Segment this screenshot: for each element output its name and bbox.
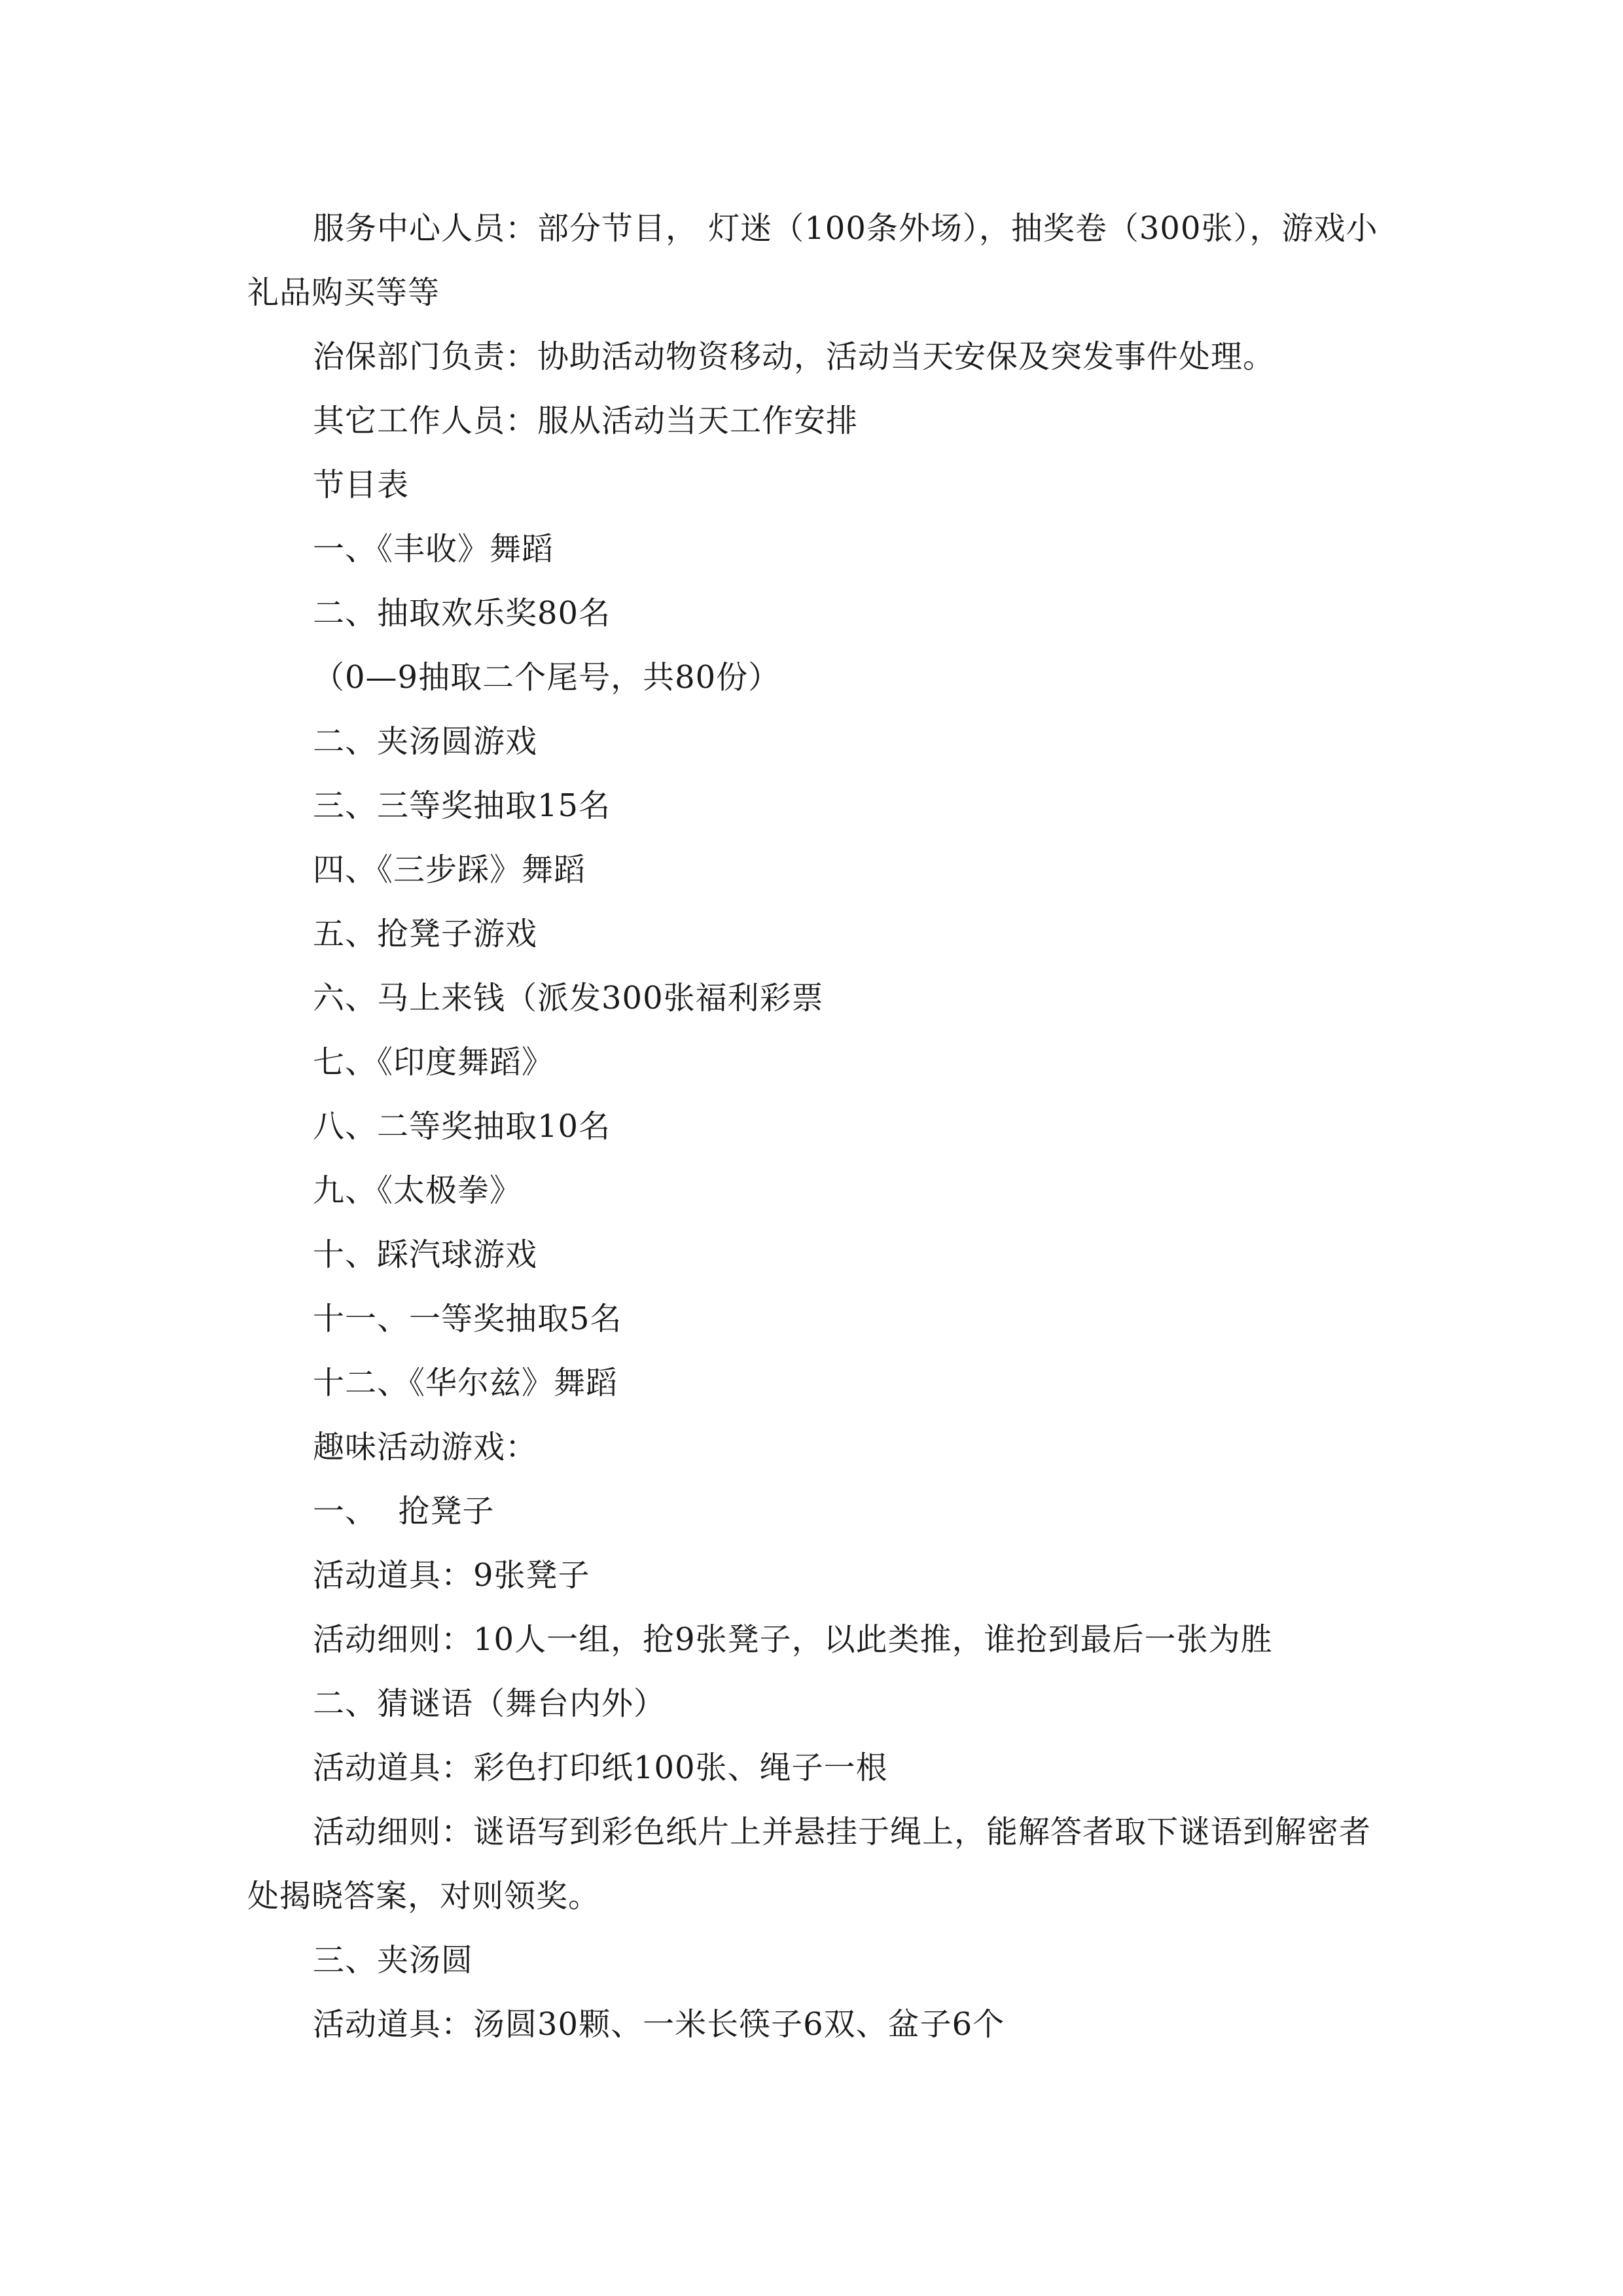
program-item: 二、夹汤圆游戏 [313, 723, 538, 760]
document-body [247, 196, 1386, 2056]
program-item: 十二、《华尔兹》舞蹈 [313, 1365, 618, 1401]
paragraph-security-dept: 治保部门负责：协助活动物资移动，活动当天安保及突发事件处理。 [313, 338, 1275, 375]
program-item: 三、三等奖抽取15名 [313, 787, 611, 824]
game-title: 一、 抢凳子 [313, 1493, 495, 1530]
paragraph-other-staff: 其它工作人员：服从活动当天工作安排 [313, 403, 859, 439]
program-item: 六、马上来钱（派发300张福利彩票 [313, 980, 824, 1016]
game-props: 活动道具：汤圆30颗、一米长筷子6双、盆子6个 [313, 2006, 1005, 2043]
games-heading: 趣味活动游戏： [313, 1429, 538, 1465]
program-note: （0—9抽取二个尾号，共80份） [313, 659, 781, 696]
program-item: 八、二等奖抽取10名 [313, 1108, 611, 1145]
program-item: 五、抢凳子游戏 [313, 916, 538, 952]
program-item: 四、《三步踩》舞蹈 [313, 852, 586, 888]
paragraph-staff-service-center: 服务中心人员：部分节目， 灯迷（100条外场），抽奖卷（300张），游戏小礼品购买等等 [247, 210, 1378, 311]
game-rules: 活动细则：10人一组，抢9张凳子，以此类推，谁抢到最后一张为胜 [313, 1621, 1273, 1658]
program-item: 二、抽取欢乐奖80名 [313, 595, 611, 632]
program-item: 十一、一等奖抽取5名 [313, 1300, 622, 1337]
game-title: 三、夹汤圆 [313, 1942, 474, 1979]
game-props: 活动道具：9张凳子 [313, 1557, 590, 1594]
program-item: 九、《太极拳》 [313, 1172, 522, 1209]
game-title: 二、猜谜语（舞台内外） [313, 1685, 666, 1722]
program-item: 十、踩汽球游戏 [313, 1236, 538, 1273]
program-item: 七、《印度舞蹈》 [313, 1044, 554, 1081]
game-rules: 活动细则：谜语写到彩色纸片上并悬挂于绳上，能解答者取下谜语到解密者处揭晓答案，对则领奖。 [247, 1814, 1372, 1914]
program-heading: 节目表 [313, 467, 410, 503]
game-props: 活动道具：彩色打印纸100张、绳子一根 [313, 1749, 888, 1786]
program-item: 一、《丰收》舞蹈 [313, 531, 554, 567]
